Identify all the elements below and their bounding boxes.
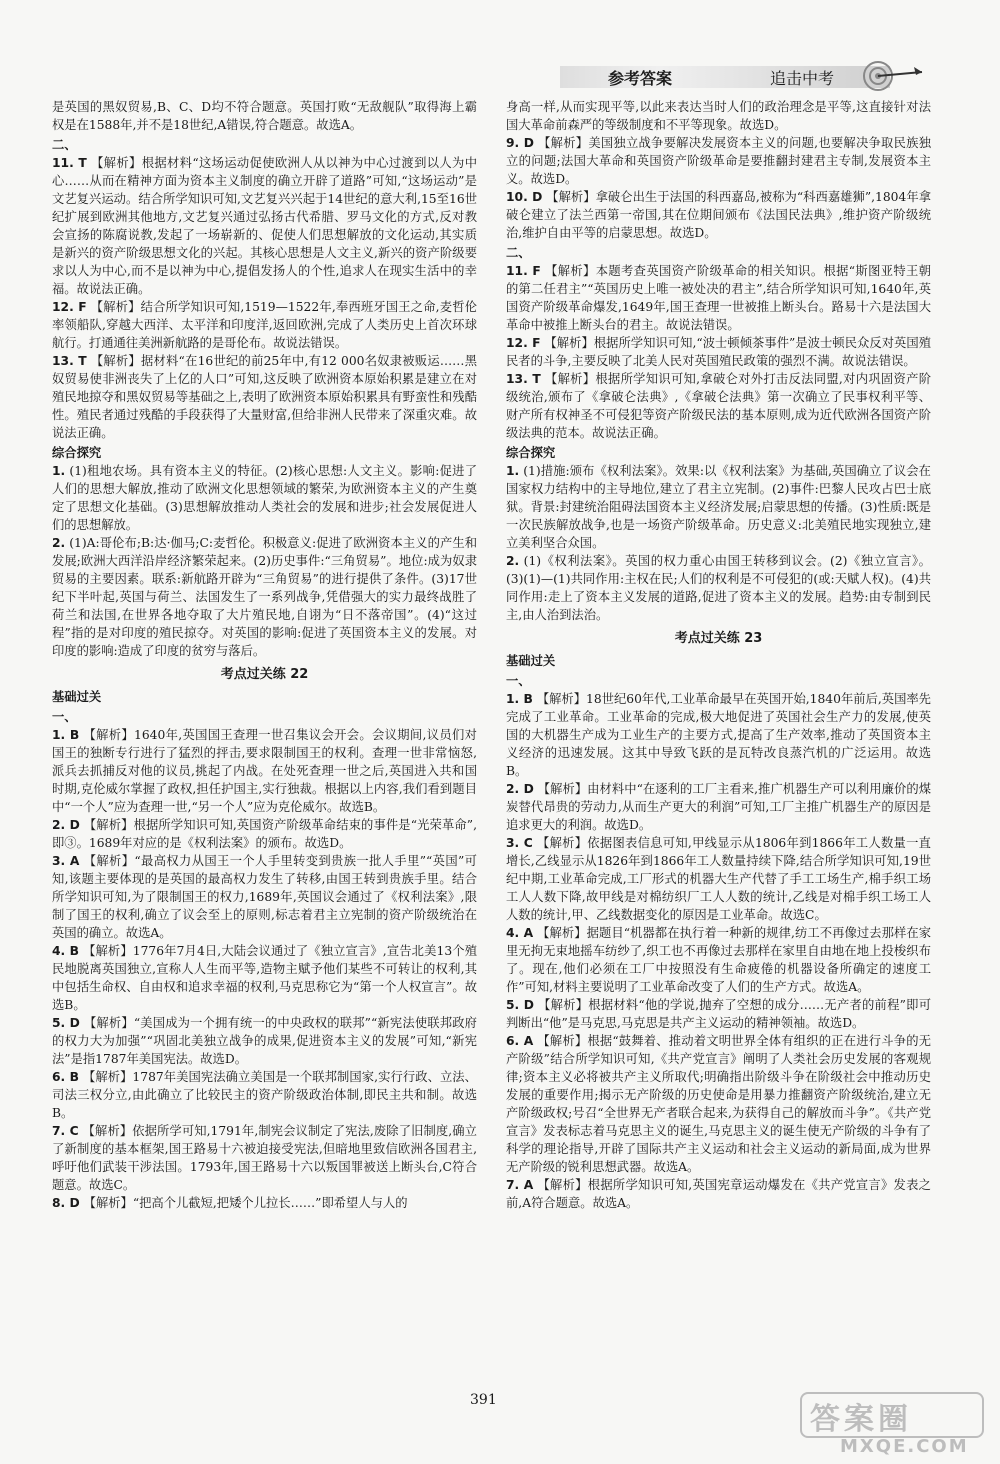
section-heading: 基础过关 [52, 690, 102, 704]
answer-text: 是英国的黑奴贸易,B、C、D均不符合题意。英国打败“无敌舰队”取得海上霸权是在1588年,并不是18世纪,A错误,符合题意。故选A。 [52, 100, 477, 132]
answer-item [506, 924, 931, 996]
answer-text: 身高一样,从而实现平等,以此来表达当时人们的政治理念是平等,这直接针对法国大革命前森严的等级制度和不平等现象。故选D。 [506, 100, 931, 132]
answer-text: 【解析】“最高权力从国王一个人手里转变到贵族一批人手里”“英国”可知,该题主要体现的是英国的最高权力发生了转移,由国王转到贵族手里。结合所学知识可知,为了限制国王的权力,1689年,英国议会通过了《权利法案》,限制了国王的权利,确立了议会至上的原则,标志着君主立宪制的资产阶级统治在英国的确立。故选A。 [52, 854, 477, 940]
answer-item [506, 462, 931, 552]
answer-text: 【解析】根据所学知识可知,英国宪章运动爆发在《共产党宣言》发表之前,A符合题意。故选A。 [506, 1178, 931, 1210]
section-heading: 二、 [52, 138, 77, 152]
answer-text: 【解析】根据材料“他的学说,抛弃了空想的成分……无产者的前程”即可判断出“他”是马克思,马克思是共产主义运动的精神领袖。故选D。 [506, 998, 932, 1030]
answer-item [52, 352, 477, 442]
answer-item [506, 98, 931, 134]
answer-text: 【解析】“把高个儿截短,把矮个儿拉长……”即希望人与人的 [83, 1196, 408, 1210]
answer-item [52, 942, 477, 1014]
answer-item [52, 816, 477, 852]
answer-number: 11. T [52, 156, 87, 170]
answer-item [52, 852, 477, 942]
answer-number: 3. C [506, 836, 533, 850]
answer-text: 【解析】据题目“机器都在执行着一种新的规律,纺工不再像过去那样在家里无拘无束地摇车纺纱了,织工也不再像过去那样在家里自由地在地上投梭织布了。现在,他们必须在工厂中按照没有生命疲倦的机器设备所确定的速度工作”可知,材料主要说明了工业革命改变了人们的生产方式。故选A。 [506, 926, 931, 994]
answer-text: 【解析】根据所学知识可知,英国资产阶级革命结束的事件是“光荣革命”,即③。1689年对应的是《权利法案》的颁布。故选D。 [52, 818, 477, 850]
answer-item [506, 134, 931, 188]
answer-number: 5. D [52, 1016, 80, 1030]
answer-number: 7. A [506, 1178, 534, 1192]
answer-number: 8. D [52, 1196, 80, 1210]
answer-number: 1. B [52, 728, 80, 742]
answer-item [506, 996, 931, 1032]
answer-item [52, 534, 477, 660]
answer-text: (1)租地农场。具有资本主义的特征。(2)核心思想:人文主义。影响:促进了人们的思想大解放,推动了欧洲文化思想领域的繁荣,为欧洲资本主义的产生奠定了思想文化基础。(3)思想解放推动人类社会的发展和进步;社会发展促进人们的思想解放。 [52, 464, 477, 532]
watermark-site: MXQE.COM [840, 1436, 969, 1457]
answer-item [52, 1014, 477, 1068]
answer-text: 【解析】美国独立战争要解决发展资本主义的问题,也要解决争取民族独立的问题;法国大革命和英国资产阶级革命是要推翻封建君主专制,发展资本主义。故选D。 [506, 136, 931, 186]
section-title: 考点过关练 23 [674, 631, 763, 646]
section-heading: 一、 [506, 674, 531, 688]
answer-item [506, 1032, 931, 1176]
answer-text: 【解析】由材料中“在逐利的工厂主看来,推广机器生产可以利用廉价的煤炭替代昂贵的劳动力,从而生产更大的利润”可知,工厂主推广机器生产的原因是追求更大的利润。故选D。 [506, 782, 931, 832]
answer-number: 12. F [52, 300, 87, 314]
answer-number: 1. [506, 464, 520, 478]
answer-number: 2. [52, 536, 66, 550]
answer-text: (1)A:哥伦布;B:达·伽马;C:麦哲伦。积极意义:促进了欧洲资本主义的产生和发展;欧洲大西洋沿岸经济繁荣起来。(2)历史事件:“三角贸易”。地位:成为奴隶贸易的主要因素。联系:新航路开辟为“三角贸易”的进行提供了条件。(3)17世纪下半叶起,英国与荷兰、法国发生了一系列战争,凭借强大的实力最终战胜了荷兰和法国,在世界各地夺取了大片殖民地,自诩为“日不落帝国”。(4)“这过程”指的是对印度的殖民掠夺。对英国的影响:促进了英国资本主义的发展。对印度的影响:造成了印度的贫穷与落后。 [52, 536, 477, 658]
answer-item [506, 834, 931, 924]
answer-number: 2. D [506, 782, 534, 796]
answer-text: 【解析】“美国成为一个拥有统一的中央政权的联邦”“新宪法使联邦政府的权力大为加强”“巩固北美独立战争的成果,促进资本主义的发展”可知,“新宪法”是指1787年美国宪法。故选D。 [52, 1016, 477, 1066]
answer-text: 【解析】1640年,英国国王查理一世召集议会开会。会议期间,议员们对国王的独断专行进行了猛烈的抨击,要求限制国王的权利。查理一世非常恼怒,派兵去抓捕反对他的议员,挑起了内战。在处死查理一世之后,英国进入共和国时期,克伦威尔掌握了政权,担任护国主,实行独裁。根据以上内容,我们看到题目中“一个人”应为查理一世,“另一个人”应为克伦威尔。故选B。 [52, 728, 477, 814]
left-column [52, 98, 477, 1212]
answer-item [52, 98, 477, 134]
answer-text: 【解析】1776年7月4日,大陆会议通过了《独立宣言》,宣告北美13个殖民地脱离英国独立,宣称人人生而平等,造物主赋予他们某些不可转让的权利,其中包括生命权、自由权和追求幸福的权利,马克思称它为“第一个人权宣言”。故选B。 [52, 944, 477, 1012]
watermark-text: 答案圈 [810, 1402, 912, 1437]
answer-number: 1. B [506, 692, 533, 706]
answer-number: 4. B [52, 944, 80, 958]
answer-text: 【解析】依据所学可知,1791年,制宪会议制定了宪法,废除了旧制度,确立了新制度的基本框架,国王路易十六被迫接受宪法,但暗地里致信欧洲各国君主,呼吁他们武装干涉法国。1793年,国王路易十六以叛国罪被送上断头台,C符合题意。故选C。 [52, 1124, 477, 1192]
answer-item [506, 1176, 931, 1212]
page-header [560, 58, 940, 94]
target-arrow-icon [860, 58, 930, 94]
section-heading: 综合探究 [52, 446, 102, 460]
answer-text: 【解析】18世纪60年代,工业革命最早在英国开始,1840年前后,英国率先完成了工业革命。工业革命的完成,极大地促进了英国社会生产力的发展,使英国的大机器生产成为工业生产的主要方式,提高了生产效率,推动了英国资本主义经济的迅速发展。这其中导致飞跃的是瓦特改良蒸汽机的广泛运用。故选B。 [506, 692, 931, 778]
section-heading: 综合探究 [506, 446, 556, 460]
answer-text: 【解析】根据所学知识可知,拿破仑对外打击反法同盟,对内巩固资产阶级统治,颁布了《拿破仑法典》,《拿破仑法典》第一次确立了民事权利平等、财产所有权神圣不可侵犯等资产阶级民法的基本原则,成为近代欧洲各国资产阶级法典的范本。故说法正确。 [506, 372, 932, 440]
answer-text: 【解析】本题考查英国资产阶级革命的相关知识。根据“斯图亚特王朝的第二任君主”“英国历史上唯一被处决的君主”,结合所学知识可知,1640年,英国资产阶级革命爆发,1649年,国王查理一世被推上断头台。路易十六是法国大革命中被推上断头台的君主。故说法错误。 [506, 264, 931, 332]
answer-item [506, 690, 931, 780]
header-title: 参考答案 [608, 69, 673, 88]
answer-number: 4. A [506, 926, 534, 940]
right-column [506, 98, 931, 1212]
answer-number: 1. [52, 464, 66, 478]
answer-item [506, 780, 931, 834]
answer-text: (1)《权利法案》。英国的权力重心由国王转移到议会。(2)《独立宣言》。(3)(1)—(1)共同作用:主权在民;人们的权利是不可侵犯的(或:天赋人权)。(4)共同作用:走上了资本主义发展的道路,促进了资本主义的发展。趋势:由专制到民主,由人治到法治。 [506, 554, 931, 622]
answer-number: 13. T [52, 354, 87, 368]
answer-text: 【解析】结合所学知识可知,1519—1522年,奉西班牙国王之命,麦哲伦率领船队,穿越大西洋、太平洋和印度洋,返回欧洲,完成了人类历史上首次环球航行。打通通往美洲新航路的是哥伦布。故说法错误。 [52, 300, 477, 350]
answer-item [52, 726, 477, 816]
answer-text: 【解析】依据图表信息可知,甲线显示从1806年到1866年工人数量一直增长,乙线显示从1826年到1866年工人数量持续下降,结合所学知识可知,19世纪中期,工业革命完成,工厂形式的机器大生产代替了手工工场生产,棉手织工场工人人数下降,故甲线是对棉纺织厂工人人数的统计,乙线是对棉手织工场工人人数的统计,甲、乙线数据变化的原因是工业革命。故选C。 [506, 836, 931, 922]
answer-item [52, 1194, 477, 1212]
page-number: 391 [470, 1392, 497, 1408]
answer-item [52, 1068, 477, 1122]
section-title: 考点过关练 22 [220, 667, 309, 682]
section-heading: 二、 [506, 246, 531, 260]
answer-item [52, 1122, 477, 1194]
answer-text: 【解析】据材料“在16世纪的前25年中,有12 000名奴隶被贩运……黑奴贸易使非洲丧失了上亿的人口”可知,这反映了欧洲资本原始积累是建立在对殖民地掠夺和黑奴贸易等基础之上,表明了欧洲资本原始积累具有野蛮性和残酷性。殖民者通过残酷的手段获得了大量财富,但给非洲人民带来了深重灾难。故说法正确。 [52, 354, 477, 440]
answer-item [506, 370, 931, 442]
answer-number: 2. [506, 554, 520, 568]
answer-item [506, 188, 931, 242]
answer-number: 9. D [506, 136, 534, 150]
answer-number: 2. D [52, 818, 80, 832]
answer-text: 【解析】拿破仑出生于法国的科西嘉岛,被称为“科西嘉雄狮”,1804年拿破仑建立了法兰西第一帝国,其在位期间颁布《法国民法典》,维护资产阶级统治,维护自由平等的启蒙思想。故选D。 [506, 190, 931, 240]
answer-number: 3. A [52, 854, 80, 868]
header-series: 追击中考 [770, 69, 835, 88]
section-heading: 基础过关 [506, 654, 556, 668]
answer-item [506, 262, 931, 334]
watermark-logo [800, 1392, 995, 1462]
answer-item [506, 334, 931, 370]
answer-item [506, 552, 931, 624]
answer-text: 【解析】根据“鼓舞着、推动着文明世界全体有组织的正在进行斗争的无产阶级”结合所学知识可知,《共产党宣言》阐明了人类社会历史发展的客观规律;资本主义必将被共产主义所取代;明确指出阶级斗争在阶级社会中推动历史发展的重要作用;揭示无产阶级的历史使命是用暴力推翻资产阶级统治,建立无产阶级政权;号召“全世界无产者联合起来,为获得自己的解放而斗争”。《共产党宣言》发表标志着马克思主义的诞生,马克思主义的诞生使无产阶级的斗争有了科学的理论指导,开辟了国际共产主义运动和社会主义运动的新局面,成为世界无产阶级的锐利思想武器。故选A。 [506, 1034, 931, 1174]
answer-text: 【解析】根据所学知识可知,“波士顿倾茶事件”是波士顿民众反对英国殖民者的斗争,主要反映了北美人民对英国殖民政策的强烈不满。故说法错误。 [506, 336, 932, 368]
answer-item [52, 462, 477, 534]
answer-text: 【解析】根据材料“这场运动促使欧洲人从以神为中心过渡到以人为中心……从而在精神方面为资本主义制度的确立开辟了道路”可知,“这场运动”是文艺复兴运动。结合所学知识可知,文艺复兴兴起于14世纪的意大利,15至16世纪扩展到欧洲其他地方,文艺复兴通过弘扬古代希腊、罗马文化的方式,反对教会宣扬的陈腐说教,发起了一场崭新的、促使人们思想解放的文化运动,其实质是新兴的资产阶级思想文化的兴起。其核心思想是人文主义,新兴的资产阶级要求以人为中心,而不是以神为中心,提倡发扬人的个性,追求人在现实生活中的幸福。故说法正确。 [52, 156, 477, 296]
answer-number: 5. D [506, 998, 534, 1012]
answer-number: 7. C [52, 1124, 79, 1138]
answer-number: 10. D [506, 190, 543, 204]
answer-item [52, 298, 477, 352]
answer-number: 13. T [506, 372, 541, 386]
answer-text: 【解析】1787年美国宪法确立美国是一个联邦制国家,实行行政、立法、司法三权分立,由此确立了比较民主的资产阶级政治体制,即民主共和制。故选B。 [52, 1070, 477, 1120]
answer-number: 11. F [506, 264, 541, 278]
answer-number: 6. B [52, 1070, 79, 1084]
answer-item [52, 154, 477, 298]
answer-number: 6. A [506, 1034, 534, 1048]
answer-text: (1)措施:颁布《权利法案》。效果:以《权利法案》为基础,英国确立了议会在国家权力结构中的主导地位,建立了君主立宪制。(2)事件:巴黎人民攻占巴士底狱。背景:封建统治阻碍法国资本主义经济发展;启蒙思想的传播。(3)性质:既是一次民族解放战争,也是一场资产阶级革命。历史意义:北美殖民地实现独立,建立美利坚合众国。 [506, 464, 931, 550]
section-heading: 一、 [52, 710, 77, 724]
answer-number: 12. F [506, 336, 541, 350]
